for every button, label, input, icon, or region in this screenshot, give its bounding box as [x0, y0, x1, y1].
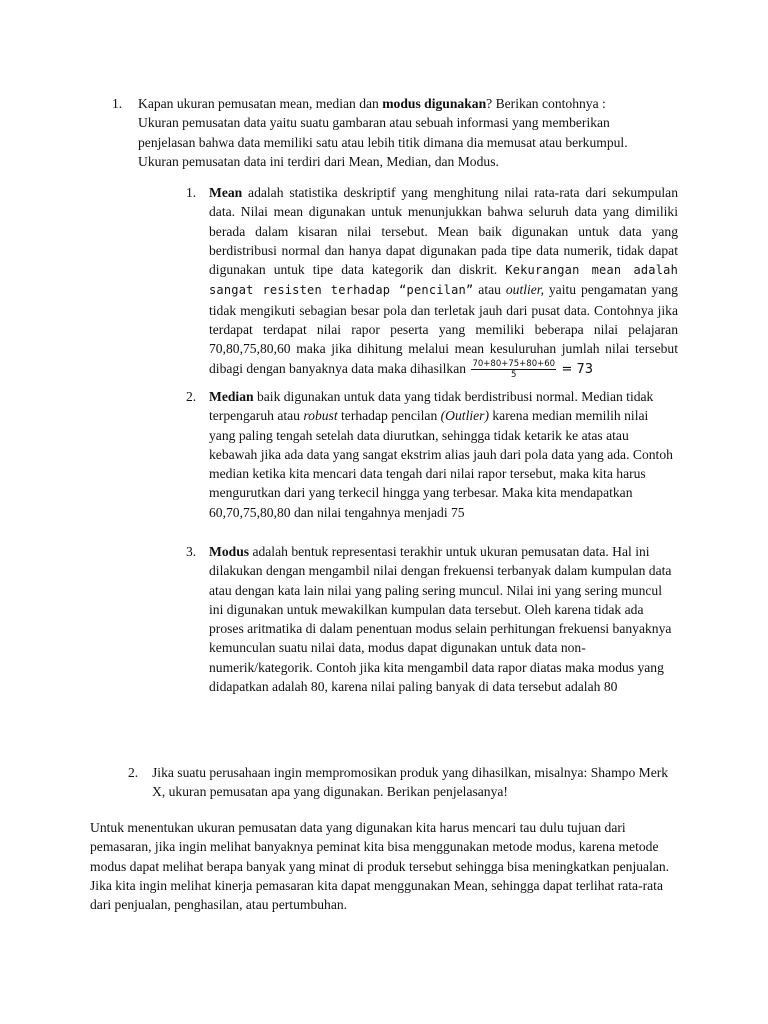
term-median: Median	[209, 389, 254, 404]
question-1-text: Kapan ukuran pemusatan mean, median dan modus digunakan? Berikan contohnya :	[138, 96, 606, 111]
median-paragraph: Median baik digunakan untuk data yang tidak berdistribusi normal. Median tidak terpengaruh atau robust terhadap pencilan (Outlier) karena median memilih nilai yang paling tengah setelah data diurutkan, sehingga tidak ketarik ke atas atau kebawah jika ada data yang sangat ekstrim alias jauh dari pola data yang ada. Contoh median ketika kita mencari data tengah dari nilai rapor tersebut, maka kita harus mengurutkan dari yang terkecil hingga yang terbesar. Maka kita mendapatkan 60,70,75,80,80 dan nilai tengahnya menjadi 75	[209, 389, 673, 520]
question-2-text: Jika suatu perusahaan ingin mempromosikan produk yang dihasilkan, misalnya: Shampo Merk X, ukuran pemusatan apa yang digunakan. Berikan penjelasanya!	[152, 765, 669, 800]
list-item-number: 1.	[186, 185, 197, 200]
fraction-denominator: 5	[511, 370, 517, 381]
list-item-number: 2.	[186, 389, 197, 404]
question-1-intro: Ukuran pemusatan data yaitu suatu gambaran atau sebuah informasi yang memberikan penjelasan bahwa data memiliki satu atau lebih titik dimana dia memusat atau berkumpul. Ukuran pemusatan data ini terdiri dari Mean, Median, dan Modus.	[138, 115, 628, 169]
mean-result: = 73	[561, 361, 594, 377]
list-item-number: 3.	[186, 544, 197, 559]
fraction-numerator: 70+80+75+80+60	[472, 359, 556, 370]
question-2-number: 2.	[128, 765, 139, 780]
question-1-content	[138, 94, 668, 171]
question-1-number: 1.	[112, 96, 123, 111]
question-1-bold: modus digunakan	[382, 96, 487, 111]
term-modus: Modus	[209, 544, 250, 559]
mean-paragraph: Mean adalah statistika deskriptif yang menghitung nilai rata-rata dari sekumpulan data. Nilai mean digunakan untuk menunjukkan bahwa seluruh data yang dimiliki berada dalam kisaran nilai tersebut. Mean baik digunakan untuk data yang berdistribusi normal dan hanya dapat digunakan pada tipe data numerik, tidak dapat digunakan untuk tipe data kategorik dan diskrit. Kekurangan mean adalah sangat resisten terhadap “pencilan” atau outlier, yaitu pengamatan yang tidak mengikuti sebagian besar pola dan terletak jauh dari pusat data. Contohnya jika terdapat terdapat nilai rapor peserta yang memiliki beberapa nilai pelajaran 70,80,75,80,60 maka jika dihitung melalui mean kesuluruhan jumlah nilai tersebut dibagi dengan banyaknya data maka dihasilkan $\frac{70+80+75+80+60}{5}$ = 73	[209, 185, 678, 381]
mean-fraction	[471, 359, 556, 380]
answer-2-paragraph: Untuk menentukan ukuran pemusatan data yang digunakan kita harus mencari tau dulu tujuan dari pemasaran, jika ingin melihat banyaknya peminat kita bisa menggunakan metode modus, karena metode modus dapat melihat berapa banyak yang minat di produk tersebut sehingga bisa meningkatkan penjualan. Jika kita ingin melihat kinerja pemasaran kita dapat menggunakan Mean, sehingga dapat terlihat rata-rata dari penjualan, penghasilan, atau pertumbuhan.	[90, 820, 670, 913]
term-mean: Mean	[209, 185, 243, 200]
mean-weakness-text: Kekurangan mean adalah sangat resisten terhadap “pencilan”	[209, 263, 678, 298]
modus-paragraph: Modus adalah bentuk representasi terakhir untuk ukuran pemusatan data. Hal ini dilakukan dengan mengambil nilai dengan frekuensi terbanyak dalam kumpulan data atau dengan kata lain nilai yang paling sering muncul. Nilai ini yang sering muncul ini digunakan untuk mewakilkan kumpulan data tersebut. Oleh karena tidak ada proses aritmatika di dalam penentuan modus selain perhitungan frekuensi banyaknya kemunculan suatu nilai data, modus dapat digunakan untuk data non-numerik/kategorik. Contoh jika kita mengambil data rapor diatas maka modus yang didapatkan adalah 80, karena nilai paling banyak di data tersebut adalah 80	[209, 544, 672, 695]
